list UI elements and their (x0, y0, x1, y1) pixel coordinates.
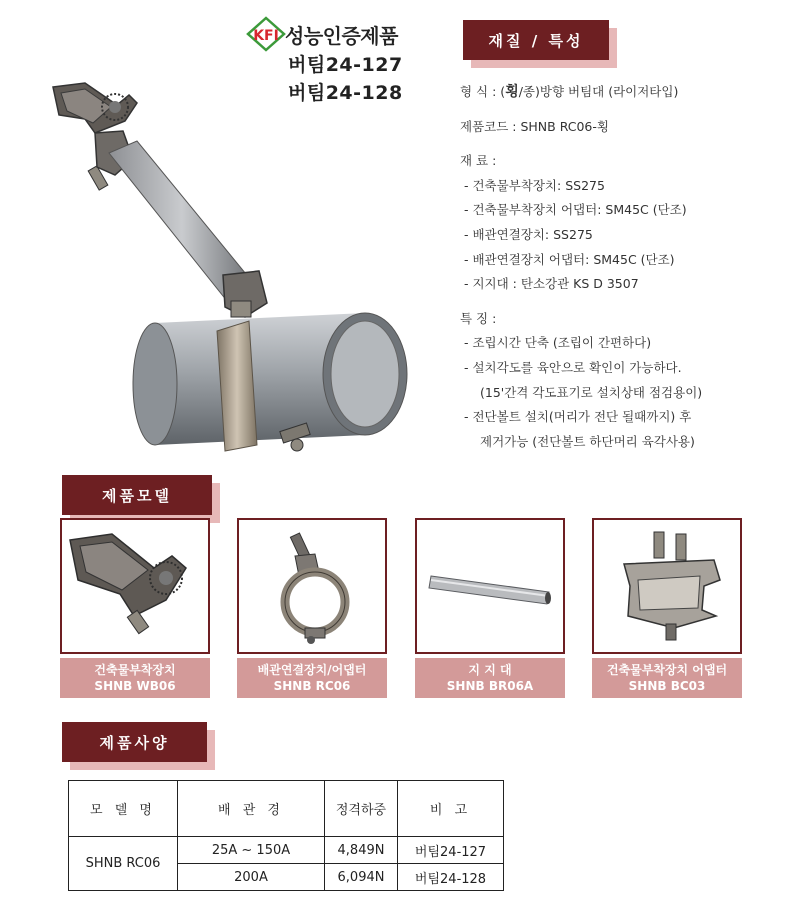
spec-list (460, 80, 702, 454)
model-name: 건축물부착장치 어댑터 (606, 663, 728, 677)
table-header: 비 고 (398, 781, 504, 837)
spec-code-line: 제품코드 : SHNB RC06-횡 (460, 118, 609, 134)
pipe-clamp-icon (239, 520, 385, 652)
model-card (592, 518, 742, 698)
feature-item: - 전단볼트 설치(머리가 전단 될때까지) 후 (464, 409, 692, 425)
material-item: - 배관연결장치 어댑터: SM45C (단조) (464, 251, 675, 267)
wall-bracket-icon (62, 520, 208, 652)
material-item: - 배관연결장치: SS275 (464, 226, 593, 242)
model-name: 건축물부착장치 (94, 663, 176, 677)
spec-section-tab (463, 20, 609, 60)
spec-section-title: 재질 / 특성 (463, 20, 609, 60)
table-cell-size: 25A ~ 150A (178, 837, 325, 864)
table-cell-load: 6,094N (325, 864, 398, 891)
material-item: - 지지대 : 탄소강관 KS D 3507 (464, 276, 639, 292)
material-item: - 건축물부착장치: SS275 (464, 177, 605, 193)
table-cell-load: 4,849N (325, 837, 398, 864)
model-code: SHNB BC03 (628, 679, 706, 693)
svg-text:KFI: KFI (253, 28, 279, 44)
model-code: SHNB BR06A (446, 679, 534, 693)
model-code: SHNB RC06 (273, 679, 351, 693)
table-row (69, 837, 504, 864)
table-cell-note: 버팀24-128 (398, 864, 504, 891)
model-section-title: 제품모델 (62, 475, 212, 515)
material-item: - 건축물부착장치 어댑터: SM45C (단조) (464, 202, 687, 218)
feature-item: - 설치각도를 육안으로 확인이 가능하다. (464, 359, 682, 375)
material-label: 재 료 : (460, 153, 497, 169)
spec-table (68, 780, 504, 891)
feature-item: - 조립시간 단축 (조립이 간편하다) (464, 335, 652, 351)
model-card (415, 518, 565, 698)
table-cell-size: 200A (178, 864, 325, 891)
table-section-title: 제품사양 (62, 722, 207, 762)
table-section-tab (62, 722, 207, 762)
model-code: SHNB WB06 (94, 679, 176, 693)
table-header: 모 델 명 (69, 781, 178, 837)
cert-title: 성능인증제품 (285, 24, 398, 48)
seismic-brace-illustration (45, 75, 445, 465)
cert-number-2: 버팀24-128 (288, 82, 403, 104)
type-mark: 횡 (505, 84, 519, 100)
cert-number-1: 버팀24-127 (288, 54, 403, 76)
model-section-tab (62, 475, 212, 515)
feature-label: 특 징 : (460, 310, 497, 326)
table-header: 배 관 경 (178, 781, 325, 837)
model-card (237, 518, 387, 698)
model-card (60, 518, 210, 698)
table-cell-model: SHNB RC06 (69, 837, 178, 891)
brace-pipe-icon (417, 520, 563, 652)
feature-item: (15'간격 각도표기로 설치상태 점검용이) (480, 384, 703, 400)
kfi-logo (246, 16, 286, 52)
feature-item: 제거가능 (전단볼트 하단머리 육각사용) (480, 433, 695, 449)
table-header-row (69, 781, 504, 837)
table-cell-note: 버팀24-127 (398, 837, 504, 864)
spec-type-line: 형 식 : (횡/종)방향 버팀대 (라이저타입) (460, 84, 679, 100)
model-name: 배관연결장치/어댑터 (257, 663, 367, 677)
beam-clamp-icon (594, 520, 740, 652)
model-name: 지 지 대 (468, 663, 512, 677)
table-header: 정격하중 (325, 781, 398, 837)
